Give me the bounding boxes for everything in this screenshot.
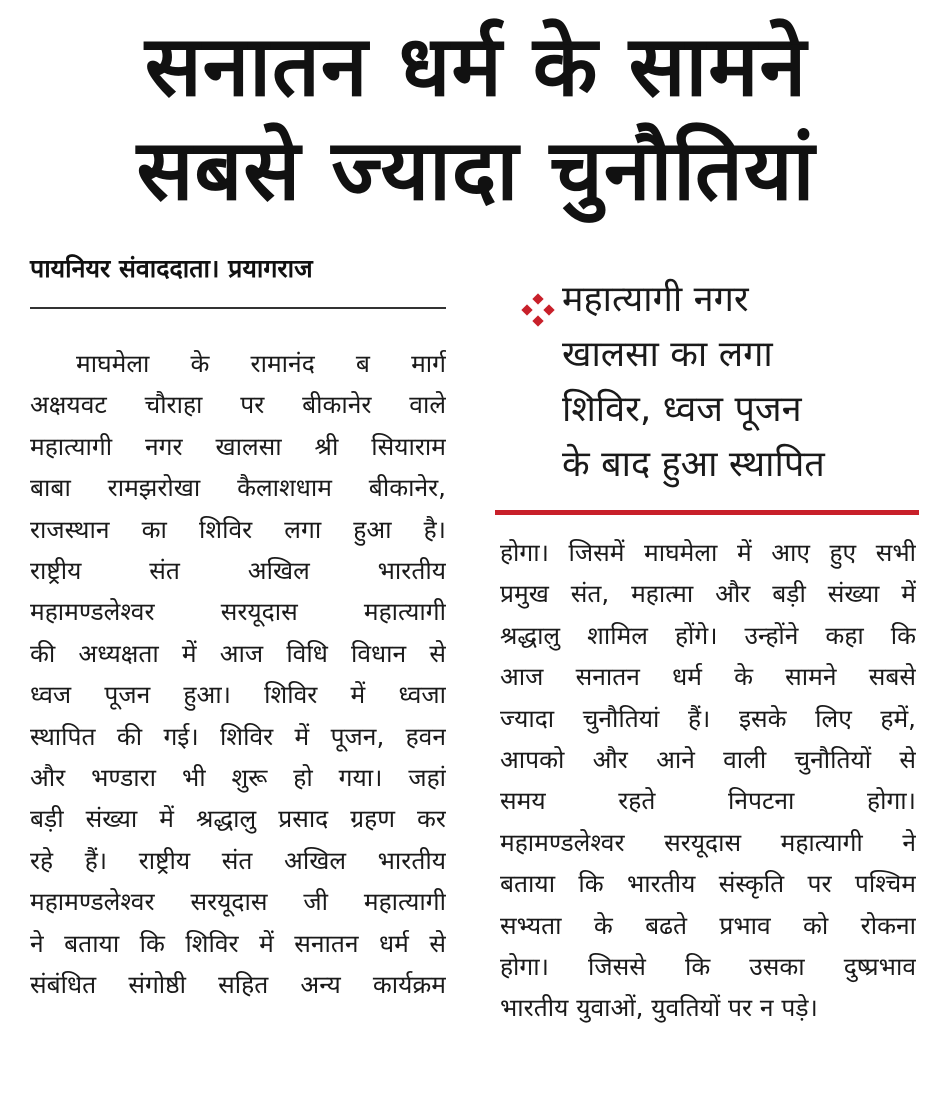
- article-line: महामण्डलेश्वर सरयूदास महात्यागी ने: [500, 827, 916, 857]
- article-line: प्रमुख संत, महात्मा और बड़ी संख्या में: [500, 579, 916, 609]
- article-line: राष्ट्रीय संत अखिल भारतीय: [30, 556, 446, 586]
- highlight-line: खालसा का लगा: [562, 334, 773, 375]
- article-line: महामण्डलेश्वर सरयूदास महात्यागी: [30, 597, 446, 627]
- highlight-line: महात्यागी नगर: [562, 279, 749, 320]
- article-line: सभ्यता के बढते प्रभाव को रोकना: [500, 910, 916, 940]
- byline-divider: [30, 307, 446, 309]
- highlight-text: [562, 272, 825, 492]
- article-line: स्थापित की गई। शिविर में पूजन, हवन: [30, 721, 446, 751]
- article-column-right: [500, 532, 916, 1029]
- article-line: की अध्यक्षता में आज विधि विधान से: [30, 638, 446, 668]
- article-line: ने बताया कि शिविर में सनातन धर्म से: [30, 928, 446, 958]
- article-line: और भण्डारा भी शुरू हो गया। जहां: [30, 763, 446, 793]
- article-line: ध्वज पूजन हुआ। शिविर में ध्वजा: [30, 680, 446, 710]
- article-line: बड़ी संख्या में श्रद्धालु प्रसाद ग्रहण कर: [30, 804, 446, 834]
- article-line: संबंधित संगोष्ठी सहित अन्य कार्यक्रम: [30, 970, 446, 1000]
- highlight-divider: [495, 510, 919, 515]
- article-line: आपको और आने वाली चुनौतियों से: [500, 745, 916, 775]
- article-line: महात्यागी नगर खालसा श्री सियाराम: [30, 431, 446, 461]
- article-line: समय रहते निपटना होगा।: [500, 786, 916, 816]
- article-line: होगा। जिसमें माघमेला में आए हुए सभी: [500, 538, 916, 567]
- article-line: माघमेला के रामानंद ब मार्ग: [76, 349, 446, 378]
- article-column-left: [30, 343, 446, 1006]
- article-line: ज्यादा चुनौतियां हैं। इसके लिए हमें,: [500, 703, 916, 733]
- article-line: आज सनातन धर्म के सामने सबसे: [500, 662, 916, 692]
- headline-line-2: सबसे ज्यादा चुनौतियां: [136, 121, 816, 219]
- byline: पायनियर संवाददाता। प्रयागराज: [30, 254, 313, 283]
- highlight-line: शिविर, ध्वज पूजन: [562, 389, 802, 430]
- highlight-line: के बाद हुआ स्थापित: [562, 444, 825, 485]
- headline: [0, 14, 952, 222]
- article-line: राजस्थान का शिविर लगा हुआ है।: [30, 514, 446, 544]
- article-line: श्रद्धालु शामिल होंगे। उन्होंने कहा कि: [500, 620, 916, 650]
- article-line: अक्षयवट चौराहा पर बीकानेर वाले: [30, 390, 446, 420]
- diamond-ornament-icon: [520, 292, 556, 328]
- article-line: बाबा रामझरोखा कैलाशधाम बीकानेर,: [30, 473, 446, 503]
- article-line: महामण्डलेश्वर सरयूदास जी महात्यागी: [30, 887, 446, 917]
- article-line: रहे हैं। राष्ट्रीय संत अखिल भारतीय: [30, 845, 446, 875]
- article-line: बताया कि भारतीय संस्कृति पर पश्चिम: [500, 869, 916, 899]
- article-line: होगा। जिससे कि उसका दुष्प्रभाव: [500, 952, 916, 982]
- headline-line-1: सनातन धर्म के सामने: [144, 17, 808, 115]
- article-line: भारतीय युवाओं, युवतियों पर न पड़े।: [500, 993, 818, 1023]
